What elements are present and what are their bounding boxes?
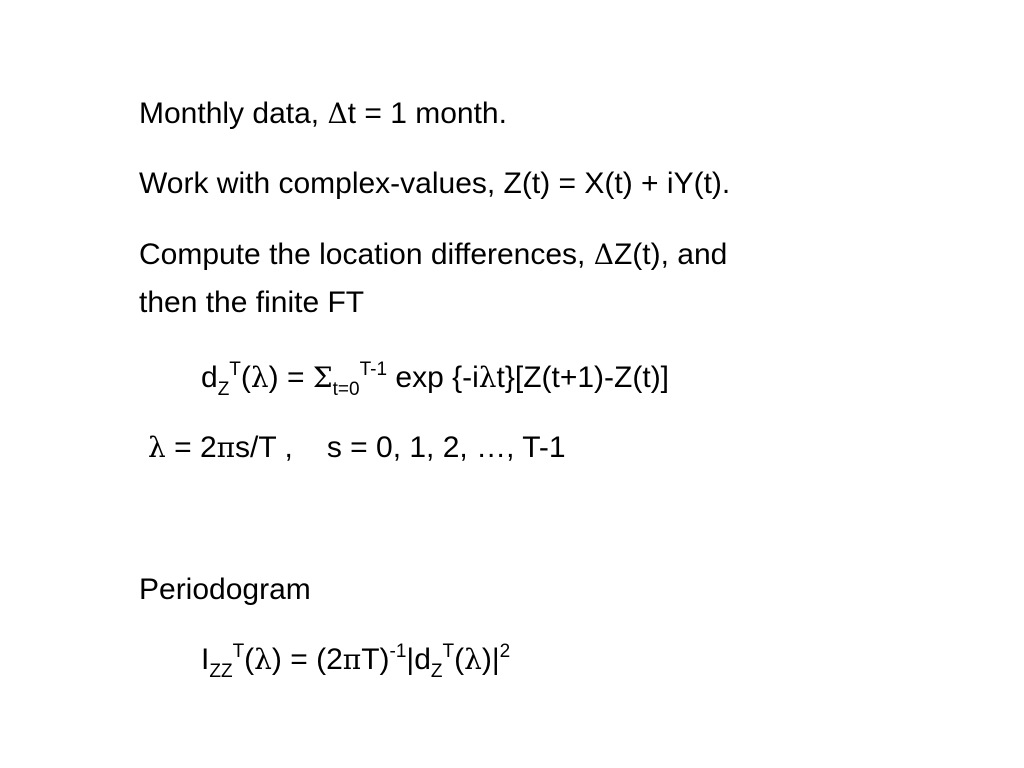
- location-differences-line: [139, 232, 727, 278]
- finite-ft-line: then the finite FT: [139, 286, 365, 319]
- periodogram-sup-2: 2: [499, 641, 511, 662]
- pi-symbol: π: [216, 431, 236, 464]
- periodogram-sub-z: Z: [430, 661, 443, 682]
- sum-upper-limit: T-1: [359, 359, 388, 380]
- periodogram-mid1: ) = (2: [271, 643, 343, 676]
- lambda-symbol: λ: [254, 643, 272, 676]
- pi-symbol: π: [342, 643, 362, 676]
- complex-values-line: Work with complex-values, Z(t) = X(t) + iY(t).: [139, 167, 731, 200]
- monthly-data-text: Monthly data,: [139, 97, 328, 130]
- lambda-def-equals: = 2: [165, 431, 217, 464]
- periodogram-i: I: [201, 643, 210, 676]
- dft-exp-text: exp {-i: [387, 361, 479, 394]
- dft-paren-open: (: [240, 361, 251, 394]
- dft-equals: ) =: [268, 361, 313, 394]
- location-differences-text: Compute the location differences,: [139, 238, 594, 271]
- periodogram-heading: Periodogram: [139, 573, 311, 606]
- dft-sup-t: T: [229, 359, 241, 380]
- delta-symbol: Δ: [327, 97, 348, 130]
- lambda-symbol: λ: [478, 361, 497, 394]
- dft-exp-rest: t}[Z(t+1)-Z(t)]: [496, 361, 670, 394]
- periodogram-close: )|: [481, 643, 500, 676]
- periodogram-sup-neg1: -1: [389, 641, 407, 662]
- lambda-symbol: λ: [250, 361, 269, 394]
- lambda-symbol: λ: [464, 643, 482, 676]
- dft-sub-z: Z: [217, 379, 230, 400]
- s-values: s = 0, 1, 2, …, T-1: [326, 431, 566, 464]
- location-differences-rest: Z(t), and: [613, 238, 728, 271]
- lambda-def-rest: s/T ,: [235, 431, 293, 464]
- dft-formula: [201, 355, 669, 401]
- periodogram-paren-open2: (: [454, 643, 465, 676]
- monthly-data-line: [139, 91, 507, 137]
- lambda-symbol: λ: [148, 431, 166, 464]
- periodogram-sup-t: T: [232, 641, 245, 662]
- sigma-symbol: Σ: [312, 361, 333, 394]
- periodogram-sup-t2: T: [442, 641, 455, 662]
- dft-d: d: [201, 361, 218, 394]
- periodogram-sub-zz: ZZ: [209, 661, 233, 682]
- sum-lower-limit: t=0: [332, 379, 360, 400]
- delta-symbol: Δ: [593, 238, 614, 271]
- lambda-definition: [148, 425, 566, 471]
- periodogram-mid2: T): [361, 643, 390, 676]
- monthly-data-rest: t = 1 month.: [347, 97, 507, 130]
- periodogram-formula: [201, 637, 510, 683]
- periodogram-paren-open: (: [244, 643, 255, 676]
- periodogram-bar-d: |d: [406, 643, 431, 676]
